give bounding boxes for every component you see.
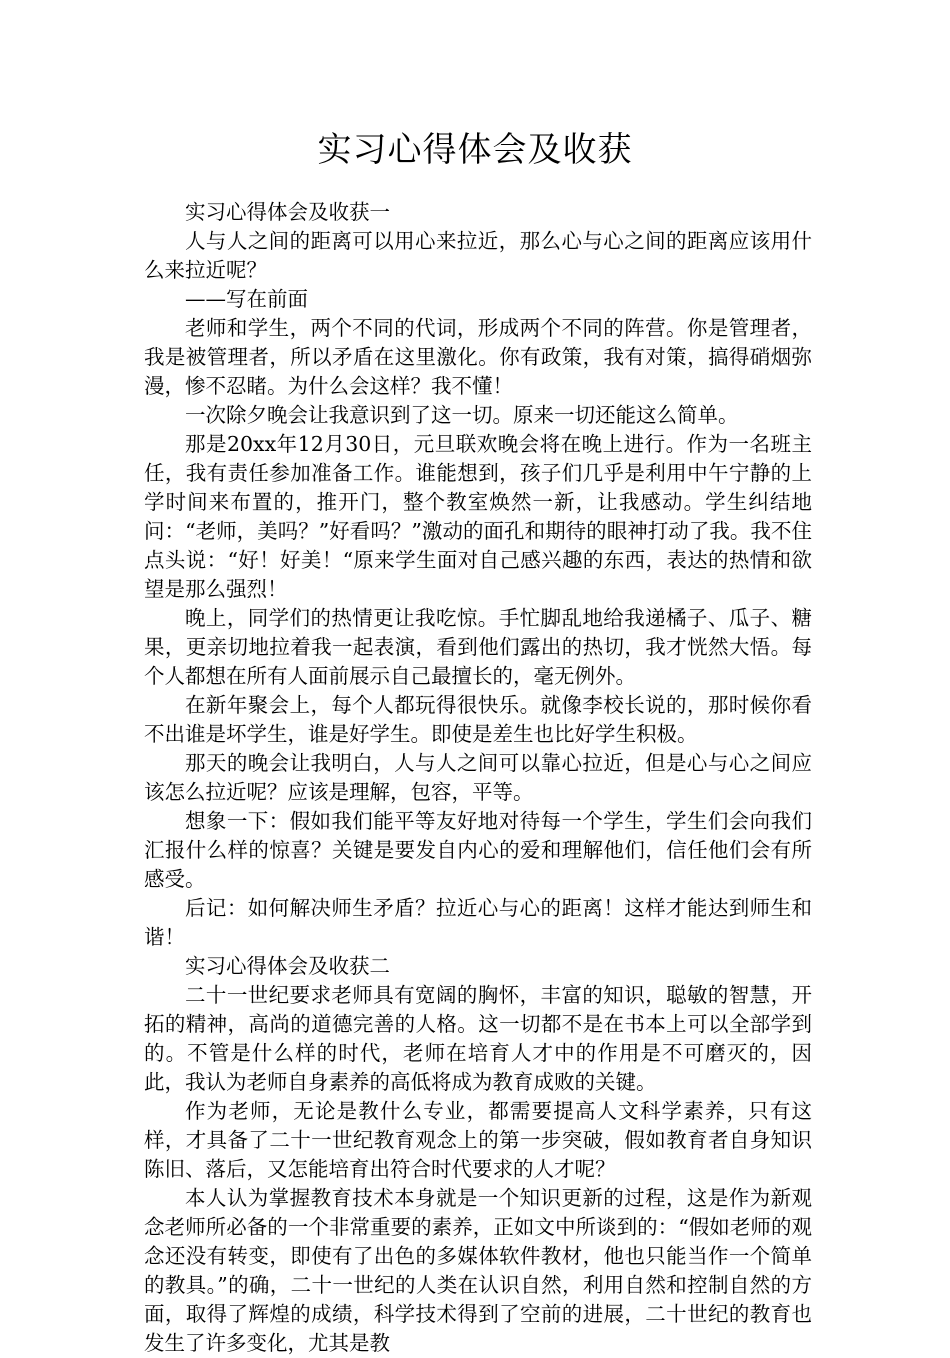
body-paragraph: 在新年聚会上，每个人都玩得很快乐。就像李校长说的，那时候你看不出谁是坏学生，谁是好学生。即使是差生也比好学生积极。 bbox=[144, 693, 812, 746]
body-paragraph: 想象一下：假如我们能平等友好地对待每一个学生，学生们会向我们汇报什么样的惊喜？关键是要发自内心的爱和理解他们，信任他们会有所感受。 bbox=[144, 809, 812, 891]
body-paragraph: 一次除夕晚会让我意识到了这一切。原来一切还能这么简单。 bbox=[185, 403, 739, 427]
body-paragraph: 那是20xx年12月30日，元旦联欢晚会将在晚上进行。作为一名班主任，我有责任参加准备工作。谁能想到，孩子们几乎是利用中午宁静的上学时间来布置的，推开门，整个教室焕然一新，让我感动。学生纠结地问：“老师，美吗？”好看吗？”激动的面孔和期待的眼神打动了我。我不住点头说：“好！好美！“原来学生面对自己感兴趣的东西，表达的热情和欲望是那么强烈！ bbox=[144, 432, 812, 601]
document-body bbox=[144, 198, 812, 1358]
body-paragraph: 晚上，同学们的热情更让我吃惊。手忙脚乱地给我递橘子、瓜子、糖果，更亲切地拉着我一起表演，看到他们露出的热切，我才恍然大悟。每个人都想在所有人面前展示自己最擅长的，毫无例外。 bbox=[144, 606, 812, 688]
body-paragraph: 二十一世纪要求老师具有宽阔的胸怀，丰富的知识，聪敏的智慧，开拓的精神，高尚的道德完善的人格。这一切都不是在书本上可以全部学到的。不管是什么样的时代，老师在培育人才中的作用是不可磨灭的，因此，我认为老师自身素养的高低将成为教育成败的关键。 bbox=[144, 983, 812, 1094]
section-heading-1: 实习心得体会及收获一 bbox=[185, 200, 390, 224]
body-paragraph: 老师和学生，两个不同的代词，形成两个不同的阵营。你是管理者，我是被管理者，所以矛盾在这里激化。你有政策，我有对策，搞得硝烟弥漫，惨不忍睹。为什么会这样？我不懂！ bbox=[144, 316, 812, 398]
body-paragraph: 作为老师，无论是教什么专业，都需要提高人文科学素养，只有这样，才具备了二十一世纪教育观念上的第一步突破，假如教育者自身知识陈旧、落后，又怎能培育出符合时代要求的人才呢？ bbox=[144, 1099, 812, 1181]
body-paragraph: ——写在前面 bbox=[185, 287, 308, 311]
body-paragraph: 人与人之间的距离可以用心来拉近，那么心与心之间的距离应该用什么来拉近呢？ bbox=[144, 229, 812, 282]
body-paragraph: 那天的晚会让我明白，人与人之间可以靠心拉近，但是心与心之间应该怎么拉近呢？应该是理解，包容，平等。 bbox=[144, 751, 812, 804]
section-heading-2: 实习心得体会及收获二 bbox=[185, 954, 390, 978]
document-title: 实习心得体会及收获 bbox=[317, 130, 633, 170]
body-paragraph: 本人认为掌握教育技术本身就是一个知识更新的过程，这是作为新观念老师所必备的一个非常重要的素养，正如文中所谈到的：“假如老师的观念还没有转变，即使有了出色的多媒体软件教材，他也只能当作一个简单的教具。”的确，二十一世纪的人类在认识自然，利用自然和控制自然的方面，取得了辉煌的成绩，科学技术得到了空前的进展，二十世纪的教育也发生了许多变化，尤其是教 bbox=[144, 1186, 812, 1355]
body-paragraph: 后记：如何解决师生矛盾？拉近心与心的距离！这样才能达到师生和谐！ bbox=[144, 896, 812, 949]
